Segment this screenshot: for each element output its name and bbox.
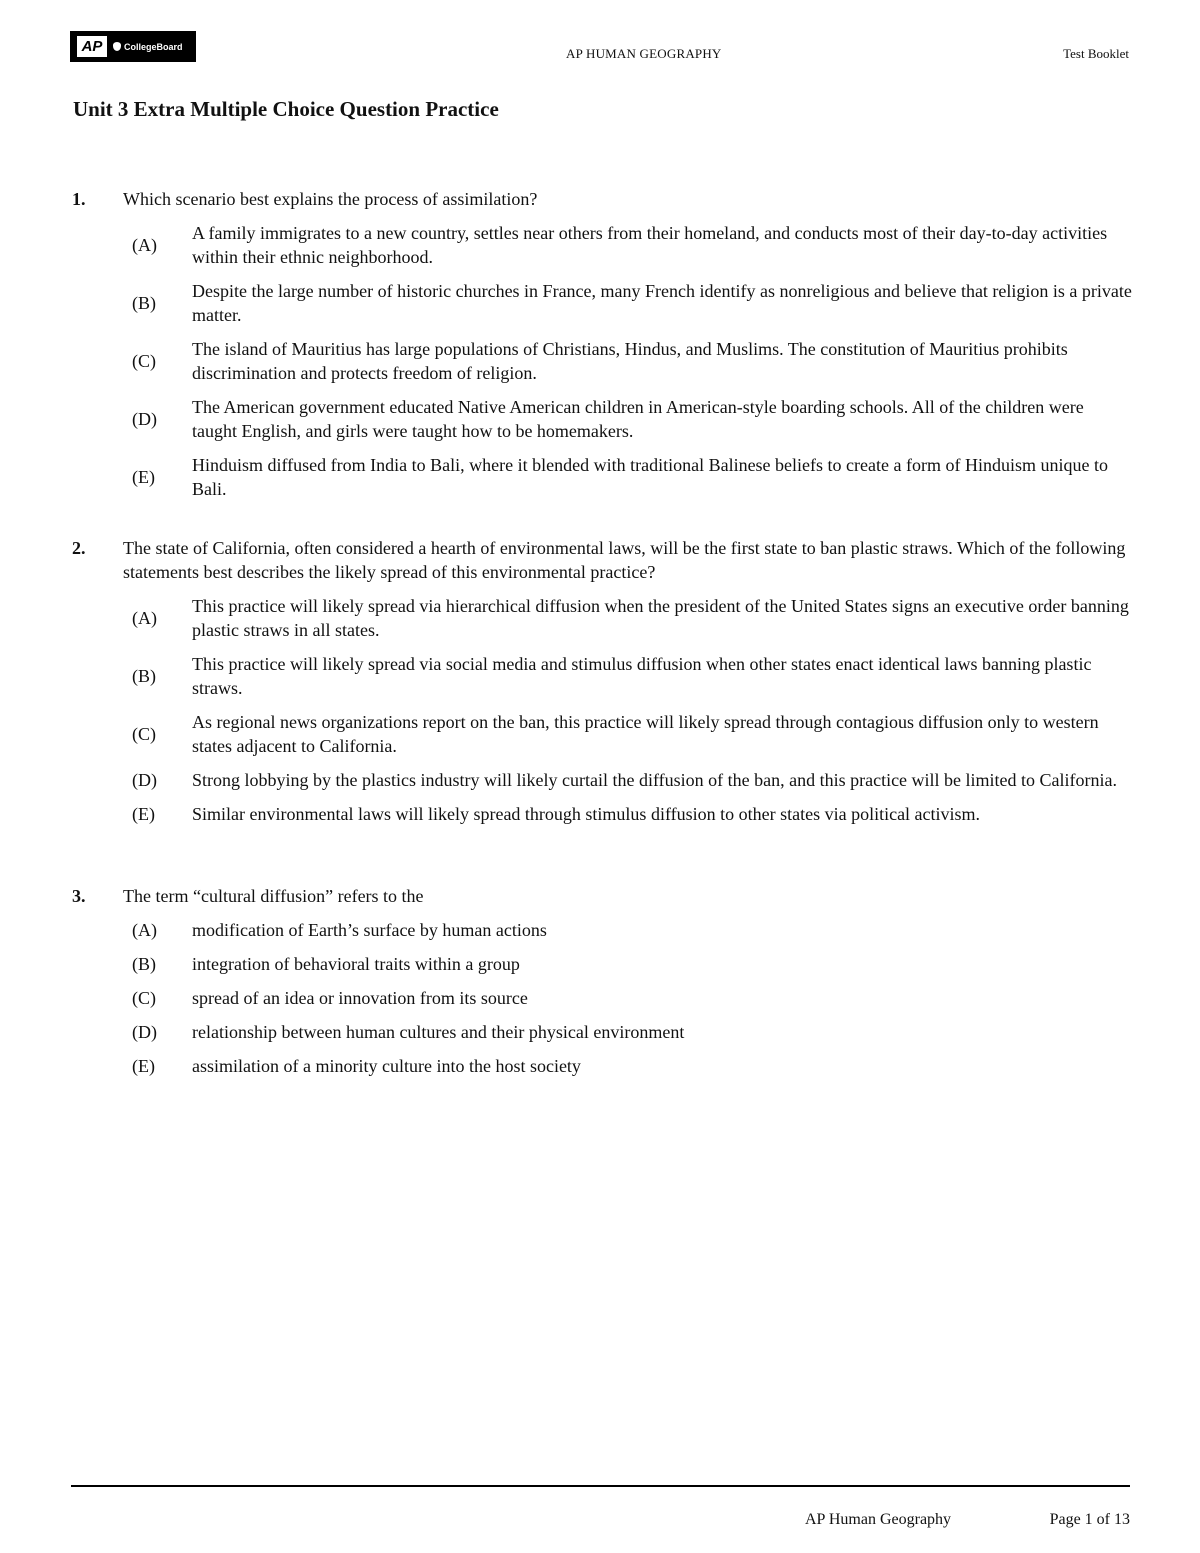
choice-e (72, 453, 1132, 501)
choice-label: (E) (132, 1056, 155, 1076)
question-number: 2. (72, 538, 86, 558)
choice-label: (B) (132, 954, 156, 974)
choice-text: modification of Earth’s surface by human actions (192, 920, 547, 940)
choice-text: The American government educated Native American children in American-style boarding schools. All of the children were taught English, and girls were taught how to be homemakers. (192, 397, 1084, 441)
choice-a (72, 594, 1132, 642)
choice-c (72, 710, 1132, 758)
choice-text: A family immigrates to a new country, settles near others from their homeland, and conducts most of their day-to-day activities within their ethnic neighborhood. (192, 223, 1108, 267)
choice-d (72, 1020, 1132, 1044)
footer-course: AP Human Geography (805, 1511, 952, 1528)
choice-label: (D) (132, 409, 157, 429)
question-number: 3. (72, 886, 86, 906)
question-1 (72, 187, 1132, 501)
ap-collegeboard-logo (70, 31, 196, 62)
choice-label: (B) (132, 293, 156, 313)
choice-text: Similar environmental laws will likely spread through stimulus diffusion to other states via political activism. (192, 804, 981, 824)
collegeboard-wordmark (113, 42, 183, 52)
choice-text: relationship between human cultures and their physical environment (192, 1022, 685, 1042)
choice-text: integration of behavioral traits within a group (192, 954, 520, 974)
choice-label: (D) (132, 770, 157, 790)
choice-label: (A) (132, 920, 157, 940)
collegeboard-text: CollegeBoard (124, 41, 183, 52)
question-stem: The term “cultural diffusion” refers to the (123, 886, 424, 906)
page-number: Page 1 of 13 (1049, 1511, 1130, 1528)
choice-text: The island of Mauritius has large populations of Christians, Hindus, and Muslims. The constitution of Mauritius prohibits discrimination and protects freedom of religion. (192, 339, 1068, 383)
choice-label: (C) (132, 351, 156, 371)
acorn-icon (113, 42, 121, 51)
ap-logo-mark: AP (77, 36, 107, 57)
question-number: 1. (72, 189, 86, 209)
question-2 (72, 536, 1132, 826)
choice-text: This practice will likely spread via hierarchical diffusion when the president of the United States signs an executive order banning plastic straws in all states. (192, 596, 1129, 640)
choice-e (72, 1054, 1132, 1078)
header-doc-type: Test Booklet (1063, 46, 1129, 61)
choice-text: assimilation of a minority culture into the host society (192, 1056, 581, 1076)
choice-b (72, 952, 1132, 976)
page-title: Unit 3 Extra Multiple Choice Question Practice (73, 97, 499, 121)
choice-b (72, 652, 1132, 700)
choice-label: (C) (132, 724, 156, 744)
choice-text: Hinduism diffused from India to Bali, where it blended with traditional Balinese beliefs to create a form of Hinduism unique to Bali. (192, 455, 1108, 499)
header-subject: AP HUMAN GEOGRAPHY (566, 46, 722, 61)
choice-d (72, 395, 1132, 443)
footer-divider (71, 1485, 1130, 1487)
choice-text: Strong lobbying by the plastics industry will likely curtail the diffusion of the ban, and this practice will be limited to California. (192, 770, 1118, 790)
choice-label: (E) (132, 467, 155, 487)
choice-text: As regional news organizations report on the ban, this practice will likely spread through contagious diffusion only to western states adjacent to California. (192, 712, 1099, 756)
choice-label: (D) (132, 1022, 157, 1042)
question-3 (72, 884, 1132, 1078)
choice-label: (B) (132, 666, 156, 686)
question-stem: The state of California, often considered a hearth of environmental laws, will be the first state to ban plastic straws. Which of the following statements best describes the likely spread of this environmental practice? (123, 538, 1126, 582)
choice-c (72, 986, 1132, 1010)
question-stem: Which scenario best explains the process of assimilation? (123, 189, 538, 209)
choice-text: spread of an idea or innovation from its source (192, 988, 528, 1008)
choice-e (72, 802, 1132, 826)
choice-label: (A) (132, 235, 157, 255)
choice-d (72, 768, 1132, 792)
choice-a (72, 918, 1132, 942)
choice-text: This practice will likely spread via social media and stimulus diffusion when other states enact identical laws banning plastic straws. (192, 654, 1092, 698)
choice-text: Despite the large number of historic churches in France, many French identify as nonreligious and believe that religion is a private matter. (192, 281, 1132, 325)
choice-label: (C) (132, 988, 156, 1008)
choice-b (72, 279, 1132, 327)
choice-a (72, 221, 1132, 269)
choice-label: (A) (132, 608, 157, 628)
choice-c (72, 337, 1132, 385)
choice-label: (E) (132, 804, 155, 824)
